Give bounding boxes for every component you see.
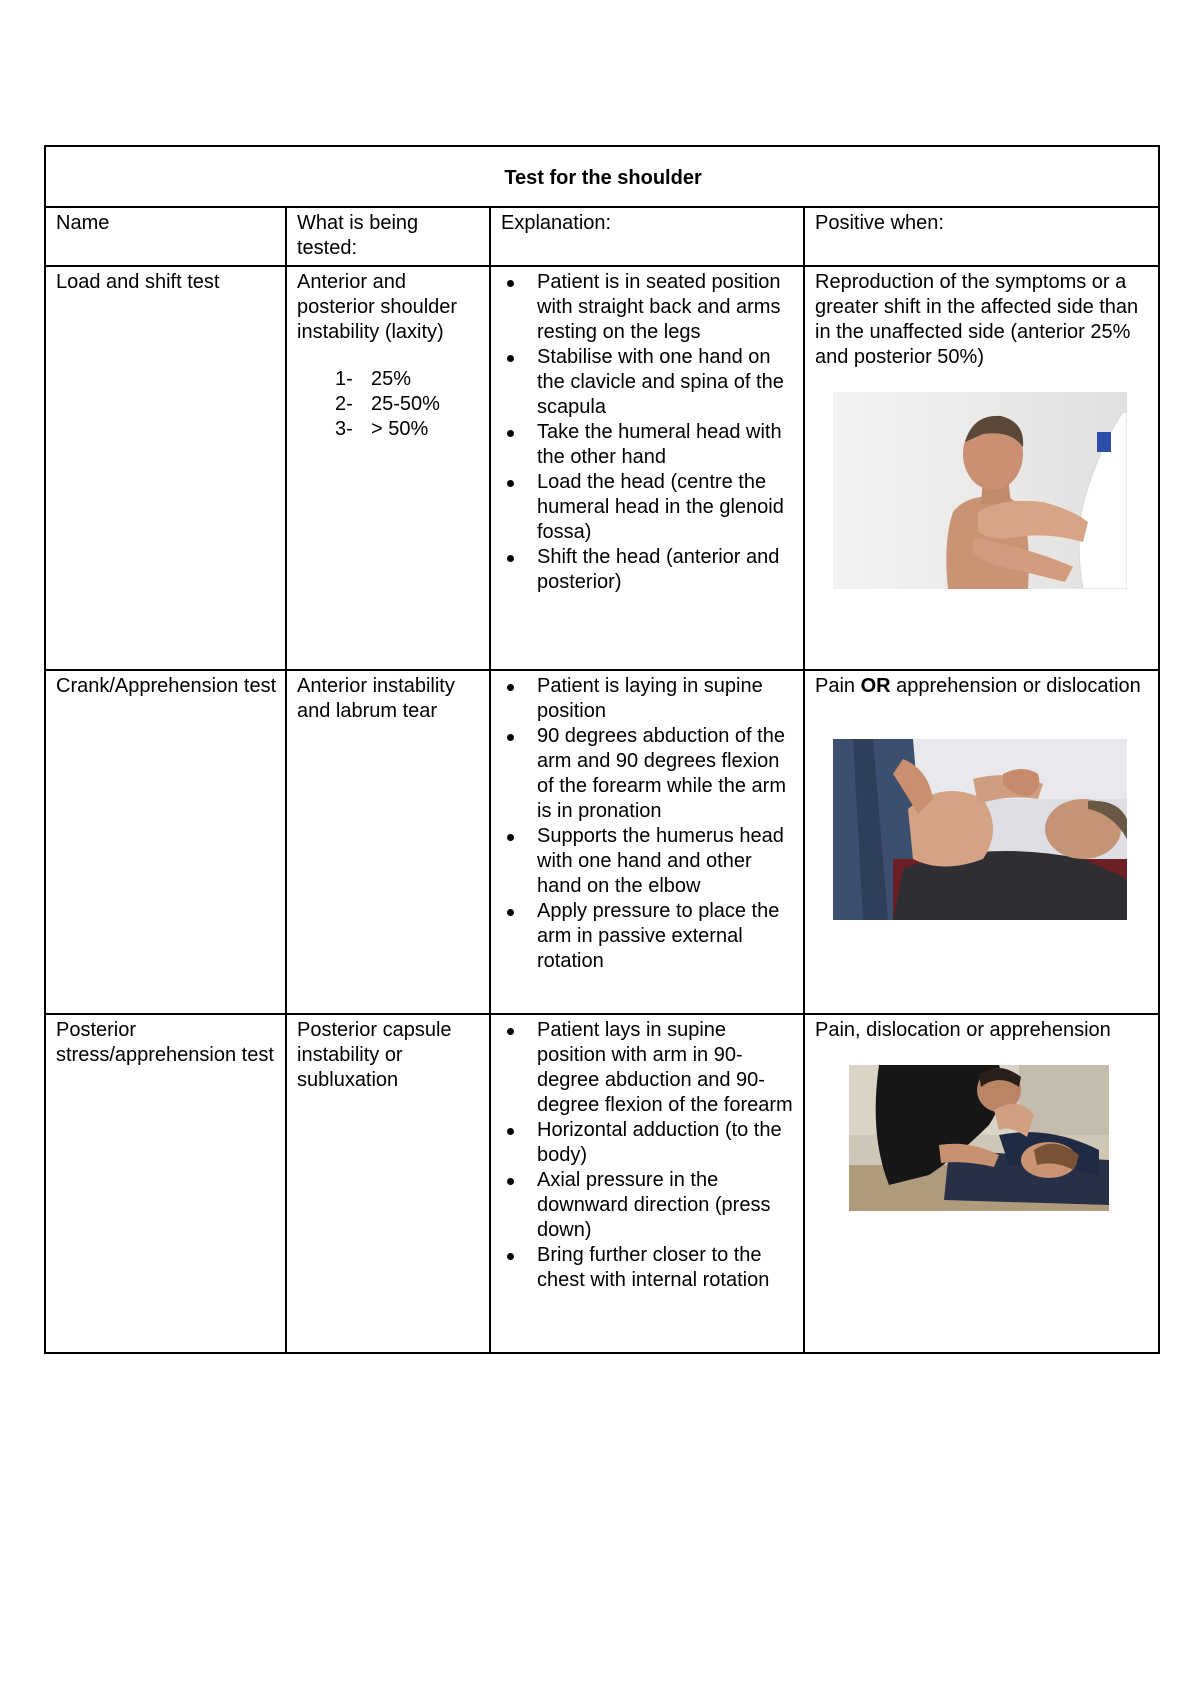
list-item: Patient is laying in supine position (537, 674, 795, 724)
list-item: Load the head (centre the humeral head in the glenoid fossa) (537, 470, 795, 545)
list-item: Bring further closer to the chest with internal rotation (537, 1243, 795, 1293)
header-explanation: Explanation: (490, 207, 804, 266)
positive-text (815, 674, 1150, 699)
what-tested-cell: Anterior instability and labrum tear (286, 670, 490, 1014)
grade-value: 25-50% (371, 393, 440, 415)
what-tested-text: Anterior and posterior shoulder instability (laxity) (297, 271, 458, 343)
test-name: Load and shift test (45, 266, 286, 670)
list-item: Apply pressure to place the arm in passive external rotation (537, 899, 795, 974)
what-tested-cell (286, 266, 490, 670)
explanation-cell (490, 266, 804, 670)
positive-text-bold: OR (860, 675, 891, 697)
grade-value: 25% (371, 368, 412, 390)
list-item: Shift the head (anterior and posterior) (537, 545, 795, 595)
table-title: Test for the shoulder (45, 146, 1159, 207)
document-page (44, 145, 1158, 1354)
positive-text: Pain, dislocation or apprehension (815, 1019, 1111, 1041)
load-shift-test-photo (833, 392, 1127, 589)
grade-value: > 50% (371, 418, 429, 440)
posterior-stress-test-photo (849, 1065, 1109, 1211)
explanation-steps (501, 270, 795, 595)
crank-apprehension-test-photo (833, 739, 1127, 920)
list-item: 90 degrees abduction of the arm and 90 degrees flexion of the forearm while the arm is in pronation (537, 724, 795, 824)
test-name: Crank/Apprehension test (45, 670, 286, 1014)
explanation-cell (490, 1014, 804, 1353)
header-name: Name (45, 207, 286, 266)
list-item: Stabilise with one hand on the clavicle and spina of the scapula (537, 345, 795, 420)
what-tested-cell: Posterior capsule instability or subluxation (286, 1014, 490, 1353)
grade-number: 2- (335, 393, 353, 415)
positive-cell (804, 670, 1159, 1014)
table-row (45, 266, 1159, 670)
grade-number: 1- (335, 368, 353, 390)
table-row (45, 1014, 1159, 1353)
positive-text-post: apprehension or dislocation (890, 675, 1141, 697)
positive-text-pre: Pain (815, 675, 861, 697)
header-what-tested: What is being tested: (286, 207, 490, 266)
list-item (335, 417, 481, 442)
shoulder-tests-table (44, 145, 1160, 1354)
header-positive-when: Positive when: (804, 207, 1159, 266)
grade-number: 3- (335, 418, 353, 440)
positive-text: Reproduction of the symptoms or a greater shift in the affected side than in the unaffected side (anterior 25% and posterior 50%) (815, 271, 1139, 368)
list-item: Axial pressure in the downward direction (press down) (537, 1168, 795, 1243)
list-item: Take the humeral head with the other hand (537, 420, 795, 470)
positive-cell (804, 266, 1159, 670)
list-item (335, 392, 481, 417)
test-name: Posterior stress/apprehension test (45, 1014, 286, 1353)
positive-cell (804, 1014, 1159, 1353)
table-row (45, 670, 1159, 1014)
list-item (335, 367, 481, 392)
header-row (45, 207, 1159, 266)
explanation-cell (490, 670, 804, 1014)
explanation-steps (501, 1018, 795, 1293)
explanation-steps (501, 674, 795, 974)
laxity-grades-list (297, 367, 481, 442)
list-item: Supports the humerus head with one hand and other hand on the elbow (537, 824, 795, 899)
list-item: Horizontal adduction (to the body) (537, 1118, 795, 1168)
list-item: Patient is in seated position with straight back and arms resting on the legs (537, 270, 795, 345)
list-item: Patient lays in supine position with arm in 90-degree abduction and 90-degree flexion of the forearm (537, 1018, 795, 1118)
